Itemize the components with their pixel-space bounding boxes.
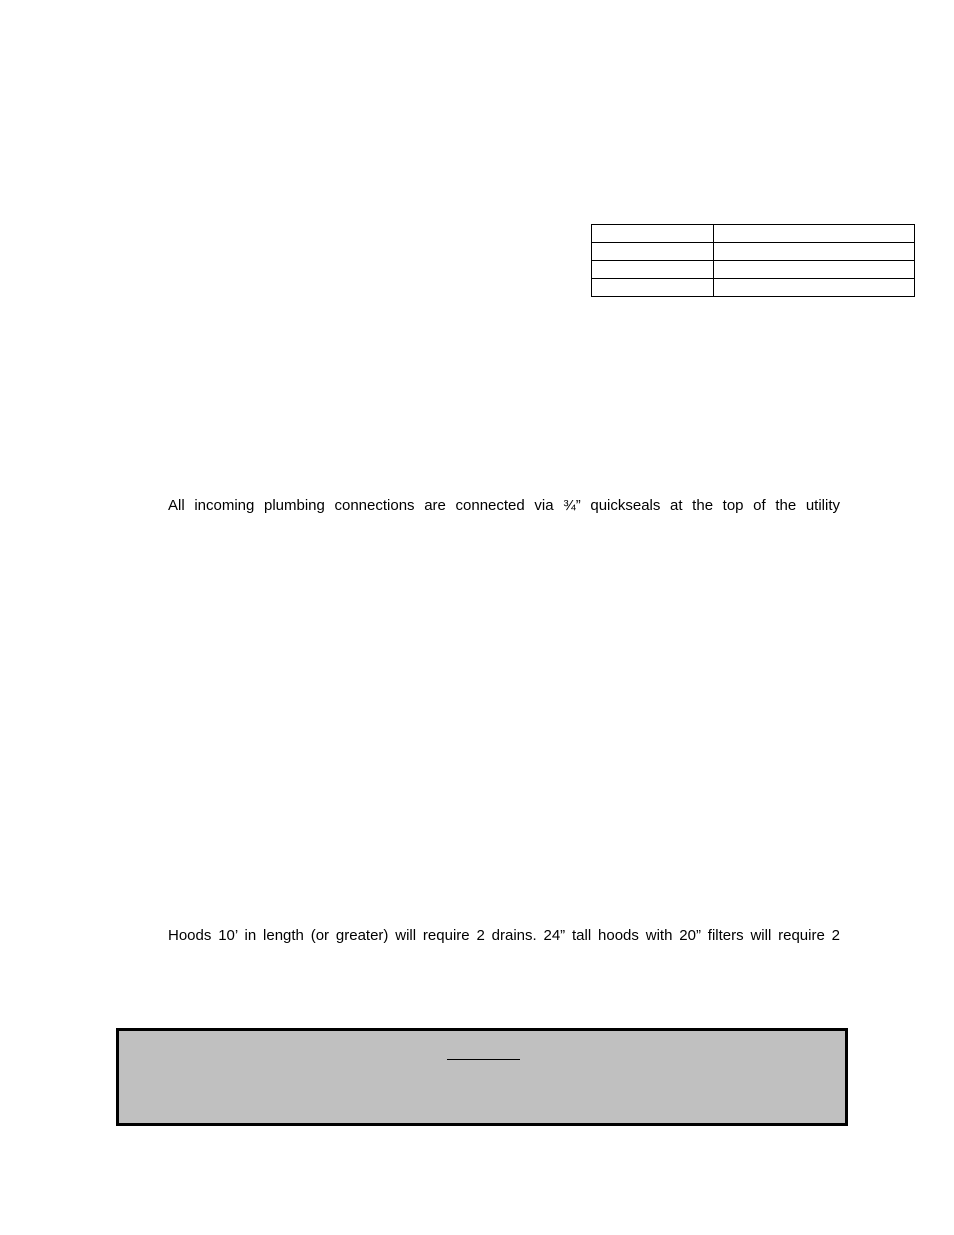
table-cell	[714, 225, 915, 243]
table-row	[592, 225, 915, 243]
table-row	[592, 279, 915, 297]
table-cell	[592, 225, 714, 243]
table-row	[592, 261, 915, 279]
table-cell	[592, 243, 714, 261]
table-cell	[592, 261, 714, 279]
table-cell	[714, 279, 915, 297]
note-heading	[447, 1049, 520, 1060]
spec-table	[591, 224, 915, 297]
table-cell	[714, 243, 915, 261]
table-row	[592, 243, 915, 261]
hood-drains-paragraph: Hoods 10’ in length (or greater) will require 2 drains. 24” tall hoods with 20” filters will require 2	[168, 927, 840, 944]
table-cell	[714, 261, 915, 279]
plumbing-connections-paragraph: All incoming plumbing connections are connected via ¾” quickseals at the top of the utility	[168, 497, 840, 514]
table-cell	[592, 279, 714, 297]
note-box	[116, 1028, 848, 1126]
